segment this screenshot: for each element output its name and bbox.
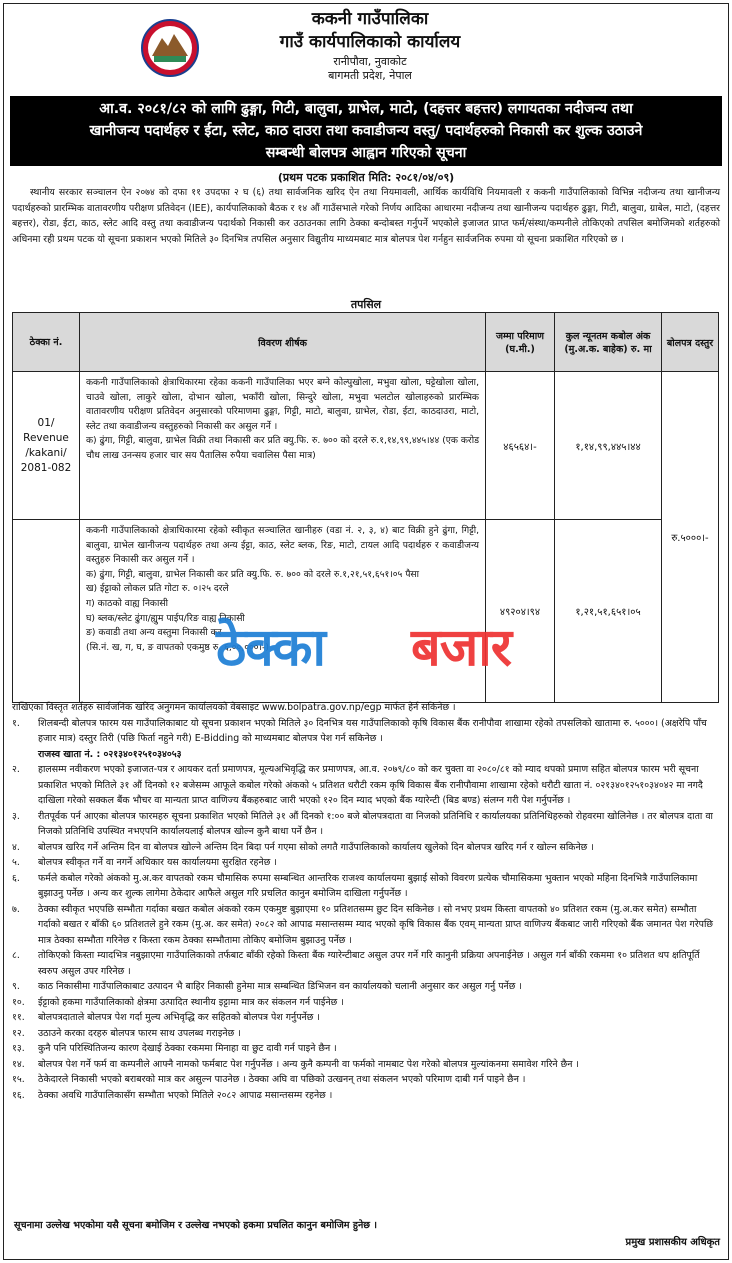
title-line-3: सम्बन्धी बोलपत्र आह्वान गरिएको सूचना xyxy=(265,145,467,161)
closing-statement: सूचनामा उल्लेख भएकोमा यसै सूचना बमोजिम र उल्लेख नभएको हकमा प्रचलित कानुन बमोजिम हुनेछ । xyxy=(14,1220,378,1231)
terms-lead: राखिएका विस्तृत शर्तहरु सार्वजनिक खरिद अनुगमन कार्यालयको वेबसाइट www.bolpatra.gov.np/egp मार्फत हेर्न सकिनेछ । xyxy=(12,702,456,713)
contract-number: 01/ Revenue /kakani/ 2081-082 xyxy=(13,372,80,520)
row-1-minimum-bid: १,१४,९९,४४५।४४ xyxy=(555,372,662,520)
list-item: १४. बोलपत्र पेश गर्ने फर्म वा कम्पनीले आफ्नै नामको फर्मबाट पेश गर्नुपर्नेछ । अन्य कुनै कम्पनी वा फर्मको नामबाट पेश गरेको बोलपत्र मुल्यांकनमा समावेश गरिने छैन । xyxy=(12,1058,579,1070)
list-item: १०. ईट्टाको हकमा गाउँपालिकाको क्षेत्रमा उत्पादित स्थानीय इट्टामा मात्र कर संकलन गर्न पाईनेछ । xyxy=(12,996,344,1008)
office-name: गाउँ कार्यपालिकाको कार्यालय xyxy=(279,32,461,52)
row-1-sub: क) ढुंगा, गिट्टी, बालुवा, ग्राभेल विक्री तथा निकासी कर प्रति क्यु.फि. रु. ७०० को दरले रु.१,१४,९९,४४५।४४ (एक करोड चौध लाख उनन्सय हजार चार सय पैतालिस रुपैया चवालिस पैसा मात्र) xyxy=(86,435,479,461)
row-1-text: ककनी गाउँपालिकाको क्षेत्राधिकारमा रहेका ककनी गाउँपालिका भएर बग्ने कोल्पुखोला, मभुवा खोला, घट्टेखोला खोला, चाउवे खोला, लाकुरे खोला, दोभान खोला, भकाँरी खोला, सिन्दुरे खोला, मभुवा भलटोल खोलाहरुको प्रारम्भिक वातावरणीय परीक्षण प्रतिवेदन अनुसारको परिमाणमा ढुङ्गा, गिट्टी, माटो, बालुवा, ग्राभेल, रोडा, ईटा, काठदाउरा, माटो, स्लेट तथा कवाडीजन्य वस्तुहरुको निकासी कर असुल गर्ने । xyxy=(86,377,479,432)
table-header-row xyxy=(13,313,719,372)
province-name: बागमती प्रदेश, नेपाल xyxy=(328,69,412,82)
row-description xyxy=(80,372,486,520)
office-address: रानीपौवा, नुवाकोट xyxy=(333,55,407,68)
list-item: १. शिलबन्दी बोलपत्र फारम यस गाउँपालिकाबाट यो सूचना प्रकाशन भएको मितिले ३० दिनभित्र यस गाउँपालिकाको कृषि विकास बैंक रानीपौवा शाखामा रहेको तपसलिको खातामा रु. ५०००। (अक्षरेपि पाँच हजार मात्र) दस्तुर तिरी (पछि फिर्ता नहुने गरी) E-Bidding को माध्यमबाट बोलपत्र पेश गर्न सकिनेछ । xyxy=(12,717,707,744)
signatory-title: प्रमुख प्रशासकीय अधिकृत xyxy=(625,1237,720,1248)
municipality-name: ककनी गाउँपालिका xyxy=(311,9,429,29)
row-2-quantity: ४९२०४।९४ xyxy=(486,520,555,703)
list-item: ८. तोकिएको किस्ता म्यादभित्र नबुझाएमा गाउँपालिकाको तर्फबाट बाँकी रहेको किस्ता बैंक ग्यारेन्टीबाट असुल उपर गर्ने गरि कानुनी प्रक्रिया अपनाईनेछ । असुल गर्न बाँकी रकममा १० प्रतिशत थप क्षतिपूर्ति स्वरुप असुल उपर गरिनेछ । xyxy=(12,950,700,977)
list-item: ६. फर्मले कबोल गरेको अंकको मु.अ.कर वापतको रकम चौमासिक रुपमा सम्बन्धित आन्तरिक राजश्व कार्यालयमा बुझाई सोको विवरण प्रत्येक चौमासिकमा भुक्तान भएको महिना दिनभित्रै गाउँपालिकामा बुझाउनु पर्नेछ । अन्य कर शुल्क लागेमा ठेकेदार आफैले असुल गरि प्रचलित कानुन बमोजिम दाखिला गर्नुपर्नेछ । xyxy=(12,872,698,899)
list-item: ७. ठेक्का स्वीकृत भएपछि सम्भौता गर्दाका बखत कबोल अंकको रकम एकमुष्ट बुझाएमा १० प्रतिशतसम्म छुट दिन सकिनेछ । सो नभए प्रथम किस्ता वापतको ४० प्रतिशत रकम (मु.अ.कर समेत) सम्भौता गर्दाको बखत र बाँकी ६० प्रतिशतले हुने रकम (मु.अ. कर समेत) २०८२ को आपाढ मसान्तसम्म म्याद भएको कृषि विकास बैंक एवम् मान्यता प्राप्त वाणिज्य बैंकबाट जारी गरिएको बैंक जमानत पेश गरेपछि मात्र ठेक्का सम्भौता गरिनेछ र किस्ता रकम ठेक्का सम्भौतामा तोकिए बमोजिम बुझाउनु पर्नेछ । xyxy=(12,903,713,946)
nepal-emblem-icon xyxy=(140,18,200,78)
list-item: ४. बोलपत्र खरिद गर्ने अन्तिम दिन वा बोलपत्र खोल्ने अन्तिम दिन बिदा पर्न गएमा सोको लगतै गाउँपालिकाको कार्यालय खुलेको दिन बोलपत्र खरिद गर्न र खोल्न सकिनेछ । xyxy=(12,841,594,853)
publication-date: (प्रथम पटक प्रकाशित मिति: २०८१/०४/०९) xyxy=(277,171,455,184)
list-item: ५. बोलपत्र स्वीकृत गर्ने वा नगर्ने अधिकार यस कार्यालयमा सुरक्षित रहनेछ । xyxy=(12,857,277,868)
header-minimum-bid: कुल न्यूनतम कबोल अंक (मु.अ.क. बाहेक) रु. मा xyxy=(555,313,662,372)
list-item: १६. ठेक्का अवधि गाउँपालिकासँग सम्भौता भएको मितिले २०८२ आपाढ मसान्तसम्म रहनेछ । xyxy=(12,1089,333,1101)
row-2-line: क) ढुंगा, गिट्टी, बालुवा, ग्राभेल निकासी कर प्रति क्यु.फि. रु. ७०० को दरले रु.१,२१,५१,६५१।०५ पैसा xyxy=(86,568,420,580)
title-line-2: खानीजन्य पदार्थहरु र ईटा, स्लेट, काठ दाउरा तथा कवाडीजन्य वस्तु/ पदार्थहरुको निकासी कर शुल्क उठाउने xyxy=(89,123,643,139)
header-contract-no: ठेक्का नं. xyxy=(13,313,80,372)
row-2-line: (सि.नं. ख, ग, घ, ङ वापतको एकमुष्ठ रु. ६,००,०००।-) xyxy=(86,641,269,653)
list-item: ११. बोलपत्रदाताले बोलपत्र पेश गर्दा मुल्य अभिवृद्धि कर सहितको बोलपत्र पेश गर्नुपर्नेछ । xyxy=(12,1012,320,1023)
row-2-minimum-bid: १,२१,५१,६५१।०५ xyxy=(555,520,662,703)
table-caption: तपसिल xyxy=(350,298,382,311)
watermark-logo xyxy=(216,598,636,684)
contract-number-empty xyxy=(13,520,80,703)
list-item: १३. कुनै पनि परिस्थितिजन्य कारण देखाई ठेक्का रकममा मिनाहा वा छुट दावी गर्न पाइने छैन । xyxy=(12,1043,337,1054)
row-2-line: ङ) कवाडी तथा अन्य वस्तुमा निकासी कर xyxy=(86,627,222,639)
terms-section xyxy=(12,700,720,1103)
letterhead xyxy=(0,0,732,96)
list-item: १२. उठाउने करका दरहरु बोलपत्र फारम साथ उपलब्ध गराइनेछ । xyxy=(12,1027,241,1039)
revenue-account: राजस्व खाता नं. : ०२१३४०१२५१०३४०५३ xyxy=(38,748,182,760)
row-2-line: घ) ब्लक/स्लेट ढुंगा/ह्युम पाईप/रिङ वाह्य निकासी xyxy=(86,612,245,624)
watermark-part-2: बजार xyxy=(411,618,512,678)
tender-fee: रु.५०००।- xyxy=(662,372,719,703)
row-1-quantity: ४६५६४।- xyxy=(486,372,555,520)
list-item: ९. काठ निकासीमा गाउँपालिकाबाट उत्पादन भै बाहिर निकासी हुनेमा मात्र सम्बन्धित डिभिजन वन कार्यालयको चलानी अनुसार कर असुल गर्नु पर्नेछ । xyxy=(12,981,522,992)
intro-paragraph: स्थानीय सरकार सञ्चालन ऐन २०७४ को दफा ११ उपदफा २ घ (६) तथा सार्वजनिक खरिद ऐन तथा नियमावली, आर्थिक कार्यविधि नियमावली र ककनी गाउँपालिकाको विभिन्न नदीजन्य तथा खानीजन्य पदार्थहरुको प्रारम्भिक वातावरणीय परीक्षण प्रतिवेदन (IEE), कार्यपालिकाको बैठक र १४ औं गाउँसभाले गरेको निर्णय आदिका आधारमा नदीजन्य तथा खानीजन्य पदार्थहरु ढुङ्गा, गिटी, बालुवा, ग्राबेल, माटो, (दहत्तर बहत्तर), रोडा, ईटा, काठ, स्लेट आदि वस्तु तथा कवाडीजन्य पदार्थको निकासी कर उठाउनका लागि ठेक्का बन्दोबस्त गर्नुपर्ने भएकोले इजाजत प्राप्त फर्म/संस्था/कम्पनीले तोकिएको तपसिल बमोजिमको शर्तहरुको अधिनमा रही प्रथम पटक यो सूचना प्रकाशन भएको मितिले ३० दिनभित्र तपसिल अनुसार विद्युतीय माध्यमबाट मात्र बोलपत्र पेश गर्नहुन सार्वजनिक रुपमा यो सूचना प्रकाशित गरिएको छ । xyxy=(12,187,720,245)
list-item: ३. रीतपूर्वक पर्न आएका बोलपत्र फारमहरु सूचना प्रकाशित भएको मितिले ३१ औं दिनको १:०० बजे बोलपत्रदाता वा निजको प्रतिनिधि र कार्यालयका प्रतिनिधिहरुको रोहवरमा खोलिनेछ । तर बोलपत्र दाता वा निजको प्रतिनिधि उपस्थित नभएपनि कार्यालयलाई बोलपत्र खोल्न कुनै बाधा पर्ने छैन । xyxy=(12,810,713,837)
row-2-text: ककनी गाउँपालिकाको क्षेत्राधिकारमा रहेको स्वीकृत सञ्चालित खानीहरु (वडा नं. २, ३, ४) बाट विक्री हुने ढुंगा, गिट्टी, बालुवा, ग्राभेल खानीजन्य पदार्थहरु तथा अन्य ईट्टा, काठ, स्लेट ब्लक, रिङ, माटो, टायल आदि पदार्थहरु र कवाडीजन्य वस्तुहरु निकासी कर असुल गर्ने । xyxy=(86,525,479,566)
row-2-line: ग) काठको वाह्य निकासी xyxy=(86,597,168,609)
list-item: २. हालसम्म नवीकरण भएको इजाजत-पत्र र आयकर दर्ता प्रमाणपत्र, मूल्यअभिवृद्धि कर प्रमाणपत्र, आ.व. २०७९/८० को कर चुक्ता वा २०८०/८१ को म्याद थपको प्रमाण सहित बोलपत्र फारम भरी सूचना प्रकाशित भएको मितिले ३१ औं दिनको १२ बजेसम्म आफूले कबोल गरेको अंकको ५ प्रतिशत धरौटी रकम कृषि विकास बैंक रानीपौवामा शाखामा रहेको धरौटी खाता नं. ०२१३४०१२५१०३४०४२ मा नगदै दाखिला गरेको सक्कल बैंक भौचर वा मान्यता प्राप्त वाणिज्य बैंकहरुबाट जारी भएको १२० दिन म्याद भएको बैंक ग्यारेन्टी (बिड बण्ड) संलग्न गरी पेश गर्नुपर्नेछ । xyxy=(12,764,703,806)
list-item: १५. ठेकेदारले निकासी भएको बराबरको मात्र कर असुल्न पाउनेछ । ठेक्का अघि वा पछिको उत्खनन् तथा संकलन भएको परिमाण दाबी गर्न पाइने छैन । xyxy=(12,1074,526,1085)
header-quantity: जम्मा परिमाण (घ.मी.) xyxy=(486,313,555,372)
notice-title xyxy=(10,96,722,166)
header-fee: बोलपत्र दस्तुर xyxy=(662,313,719,372)
row-2-line: ख) ईट्टाको लोकल प्रति गोटा रु. ०।२५ दरले xyxy=(86,583,229,595)
watermark-part-1: ठेक्का xyxy=(216,618,325,678)
table-row xyxy=(13,372,719,520)
header-description: विवरण शीर्षक xyxy=(80,313,486,372)
title-line-1: आ.व. २०८१/८२ को लागि ढुङ्गा, गिटी, बालुवा, ग्राभेल, माटो, (दहत्तर बहत्तर) लगायतका नदीजन्य तथा xyxy=(99,101,633,117)
